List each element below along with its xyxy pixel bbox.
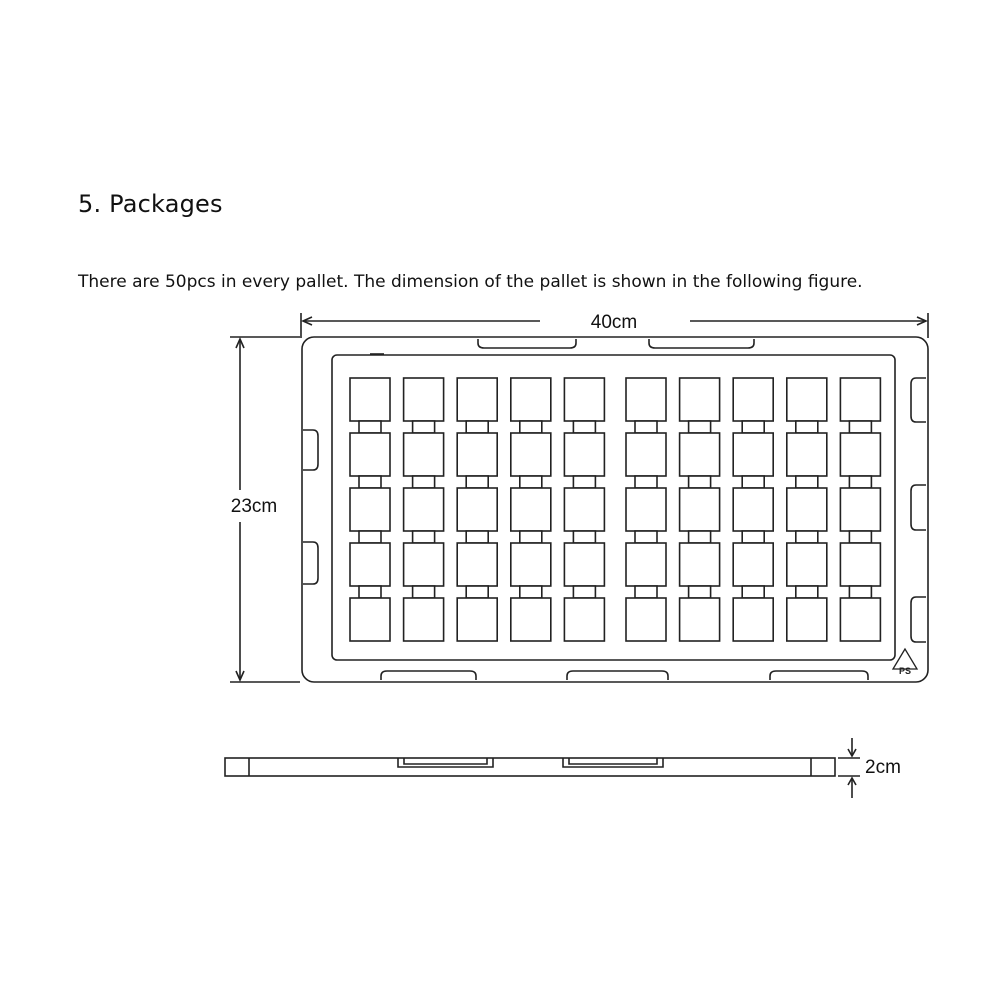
- pocket-bridge: [359, 531, 381, 543]
- left-tab-upper: [303, 430, 318, 470]
- pocket-bridge: [689, 586, 711, 598]
- pocket: [787, 433, 827, 476]
- pocket: [457, 543, 497, 586]
- pocket-bridge: [742, 531, 764, 543]
- pocket: [564, 378, 604, 421]
- pocket-bridge: [573, 421, 595, 433]
- pocket: [404, 433, 444, 476]
- pocket: [457, 433, 497, 476]
- pocket-bridge: [466, 476, 488, 488]
- pocket-bridge: [520, 421, 542, 433]
- pocket: [626, 378, 666, 421]
- right-tab-middle: [911, 485, 926, 530]
- pocket: [787, 543, 827, 586]
- pocket-bridge: [413, 476, 435, 488]
- pocket: [787, 488, 827, 531]
- pocket-bridge: [466, 531, 488, 543]
- section-description: There are 50pcs in every pallet. The dimension of the pallet is shown in the following figure.: [78, 272, 863, 292]
- pocket: [404, 378, 444, 421]
- recycle-icon: [893, 649, 917, 676]
- pocket: [457, 598, 497, 641]
- pocket-bridge: [413, 421, 435, 433]
- pocket-bridge: [520, 586, 542, 598]
- pocket: [404, 543, 444, 586]
- pocket: [350, 598, 390, 641]
- height-label: 23cm: [230, 496, 278, 517]
- pocket-bridge: [573, 586, 595, 598]
- pocket-bridge: [849, 586, 871, 598]
- pocket: [626, 433, 666, 476]
- pocket-bridge: [635, 476, 657, 488]
- pocket-bridge: [796, 586, 818, 598]
- pocket: [787, 378, 827, 421]
- pocket: [350, 543, 390, 586]
- pocket: [733, 433, 773, 476]
- pocket: [680, 543, 720, 586]
- pocket: [787, 598, 827, 641]
- pocket: [680, 598, 720, 641]
- pocket: [840, 378, 880, 421]
- pocket-bridge: [796, 476, 818, 488]
- pocket: [626, 488, 666, 531]
- pocket-bridge: [359, 421, 381, 433]
- pocket-bridge: [413, 586, 435, 598]
- pocket: [350, 378, 390, 421]
- bottom-tab-middle: [567, 671, 668, 680]
- pocket: [511, 543, 551, 586]
- pocket: [457, 488, 497, 531]
- pocket-bridge: [849, 531, 871, 543]
- pocket-bridge: [635, 586, 657, 598]
- pocket: [511, 433, 551, 476]
- right-tab-top: [911, 378, 926, 422]
- pocket: [511, 378, 551, 421]
- pocket: [733, 598, 773, 641]
- pocket: [680, 433, 720, 476]
- pocket-bridge: [689, 476, 711, 488]
- pocket: [840, 433, 880, 476]
- side-view-notch-right-inner: [569, 758, 657, 764]
- pocket: [680, 378, 720, 421]
- pocket-bridge: [742, 586, 764, 598]
- pocket: [511, 598, 551, 641]
- pocket: [564, 543, 604, 586]
- pocket: [680, 488, 720, 531]
- pallet-outer-frame: [302, 337, 928, 682]
- pocket: [564, 598, 604, 641]
- top-tab-left: [478, 339, 576, 348]
- pocket-bridge: [635, 421, 657, 433]
- pocket-bridge: [359, 476, 381, 488]
- pocket-bridge: [520, 476, 542, 488]
- pocket: [564, 488, 604, 531]
- pocket: [404, 598, 444, 641]
- pocket: [840, 488, 880, 531]
- right-tab-bottom: [911, 597, 926, 642]
- pocket-bridge: [466, 586, 488, 598]
- section-heading: 5. Packages: [78, 190, 223, 218]
- pocket: [404, 488, 444, 531]
- pocket-bridge: [796, 421, 818, 433]
- side-view-notch-right: [563, 758, 663, 767]
- pocket: [626, 598, 666, 641]
- pocket: [733, 543, 773, 586]
- pocket: [564, 433, 604, 476]
- pocket-bridge: [849, 476, 871, 488]
- pocket: [733, 488, 773, 531]
- pocket-grid: [350, 378, 880, 641]
- thickness-label: 2cm: [865, 757, 901, 778]
- side-view-notch-left-inner: [404, 758, 487, 764]
- pocket-bridge: [520, 531, 542, 543]
- width-label: 40cm: [590, 312, 638, 333]
- left-tab-lower: [303, 542, 318, 584]
- pocket-bridge: [742, 476, 764, 488]
- pocket-bridge: [689, 531, 711, 543]
- pocket-bridge: [849, 421, 871, 433]
- bottom-tab-right: [770, 671, 868, 680]
- recycle-mark-label: PS: [898, 666, 912, 676]
- pocket-bridge: [742, 421, 764, 433]
- pocket: [733, 378, 773, 421]
- side-view-notch-left: [398, 758, 493, 767]
- pocket-bridge: [466, 421, 488, 433]
- pocket-bridge: [573, 476, 595, 488]
- pocket-bridge: [359, 586, 381, 598]
- pocket-bridge: [573, 531, 595, 543]
- pocket-bridge: [689, 421, 711, 433]
- pocket-bridge: [413, 531, 435, 543]
- bottom-tab-left: [381, 671, 476, 680]
- pocket: [457, 378, 497, 421]
- pocket: [350, 488, 390, 531]
- pocket-bridge: [635, 531, 657, 543]
- side-view-body: [225, 758, 835, 776]
- pocket: [350, 433, 390, 476]
- pocket: [626, 543, 666, 586]
- pocket: [840, 598, 880, 641]
- top-tab-right: [649, 339, 754, 348]
- pocket: [840, 543, 880, 586]
- pocket-bridge: [796, 531, 818, 543]
- pocket: [511, 488, 551, 531]
